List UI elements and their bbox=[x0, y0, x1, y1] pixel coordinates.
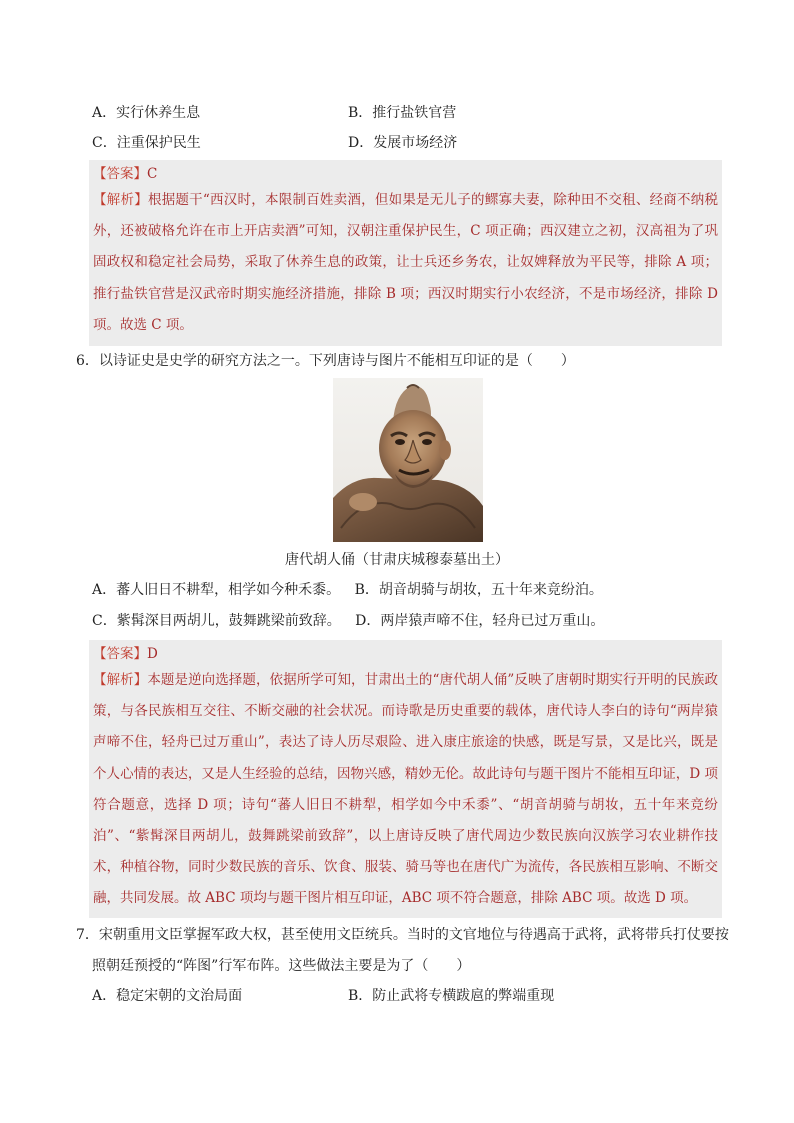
q6-stem: 6．以诗证史是史学的研究方法之一。下列唐诗与图片不能相互印证的是（ ） bbox=[76, 353, 575, 369]
q6-answer-line bbox=[93, 643, 718, 665]
q6-explain-tag: 【解析】 bbox=[93, 672, 148, 688]
q5-option-row-2 bbox=[92, 133, 712, 153]
q6-answer-value: D bbox=[147, 646, 158, 662]
q5-answer-line bbox=[93, 163, 718, 185]
q7-option-a: A．稳定宋朝的文治局面 bbox=[92, 988, 243, 1004]
q6-answer-box bbox=[89, 640, 722, 918]
q5-explain-tag: 【解析】 bbox=[93, 192, 148, 208]
q6-option-b: B．胡音胡骑与胡妆，五十年来竞纷泊。 bbox=[354, 582, 603, 598]
figure-caption: 唐代胡人俑（甘肃庆城穆泰墓出土） bbox=[285, 552, 509, 568]
q5-explanation bbox=[93, 185, 718, 341]
q6-explanation bbox=[93, 665, 718, 915]
q6-explain-text: 本题是逆向选择题，依据所学可知，甘肃出土的“唐代胡人俑”反映了唐朝时期实行开明的民族政策，与各民族相互交往、不断交融的社会状况。而诗歌是历史重要的载体，唐代诗人李白的诗句“两岸猿声啼不住，轻舟已过万重山”，表达了诗人历尽艰险、进入康庄旅途的快感，既是写景，又是比兴，既是个人心情的表达，又是人生经验的总结，因物兴感，精妙无伦。故此诗句与题干图片不能相互印证，D 项符合题意，选择 D 项；诗句“蕃人旧日不耕犁，相学如今中禾黍”、“胡音胡骑与胡妆，五十年来竞纷泊”、“紫髯深目两胡儿，鼓舞跳梁前致辞”，以上唐诗反映了唐代周边少数民族向汉族学习农业耕作技术，种植谷物，同时少数民族的音乐、饮食、服装、骑马等也在唐代广为流传，各民族相互影响、不断交融，共同发展。故 ABC 项均与题干图片相互印证，ABC 项不符合题意，排除 ABC 项。故选 D 项。 bbox=[93, 672, 718, 907]
q6-option-row-2 bbox=[92, 611, 604, 631]
q5-answer-box bbox=[89, 160, 722, 346]
q5-option-c: C．注重保护民生 bbox=[92, 135, 201, 151]
q6-option-a: A．蕃人旧日不耕犁，相学如今种禾黍。 bbox=[92, 582, 341, 598]
q5-answer-tag: 【答案】 bbox=[93, 166, 147, 182]
q5-option-d: D．发展市场经济 bbox=[348, 135, 458, 151]
figurine-illustration bbox=[333, 378, 483, 542]
q6-option-c: C．紫髯深目两胡儿，鼓舞跳梁前致辞。 bbox=[92, 613, 341, 629]
q5-answer-value: C bbox=[147, 166, 158, 182]
q5-option-a: A．实行休养生息 bbox=[92, 105, 201, 121]
q7-option-b: B．防止武将专横跋扈的弊端重现 bbox=[348, 988, 555, 1004]
q6-answer-tag: 【答案】 bbox=[93, 646, 147, 662]
q6-option-d: D．两岸猿声啼不住，轻舟已过万重山。 bbox=[355, 613, 605, 629]
q6-option-row-1 bbox=[92, 580, 603, 600]
q5-option-row-1 bbox=[92, 103, 712, 123]
tang-figurine-image bbox=[333, 378, 483, 542]
q7-stem-line-1: 7．宋朝重用文臣掌握军政大权，甚至使用文臣统兵。当时的文官地位与待遇高于武将，武将带兵打仗要按 bbox=[76, 927, 729, 943]
q7-option-row-1 bbox=[92, 986, 712, 1006]
q5-explain-text: 根据题干“西汉时，本限制百姓卖酒，但如果是无儿子的鳏寡夫妻，除种田不交租、经商不纳税外，还被破格允许在市上开店卖酒”可知，汉朝注重保护民生，C 项正确；西汉建立之初，汉高祖为了巩固政权和稳定社会局势，采取了休养生息的政策，让士兵还乡务农，让奴婢释放为平民等，排除 A 项；推行盐铁官营是汉武帝时期实施经济措施，排除 B 项；西汉时期实行小农经济，不是市场经济，排除 D 项。故选 C 项。 bbox=[93, 192, 719, 333]
q7-stem-line-2: 照朝廷预授的“阵图”行军布阵。这些做法主要是为了（ ） bbox=[92, 958, 471, 974]
q5-option-b: B．推行盐铁官营 bbox=[348, 105, 457, 121]
